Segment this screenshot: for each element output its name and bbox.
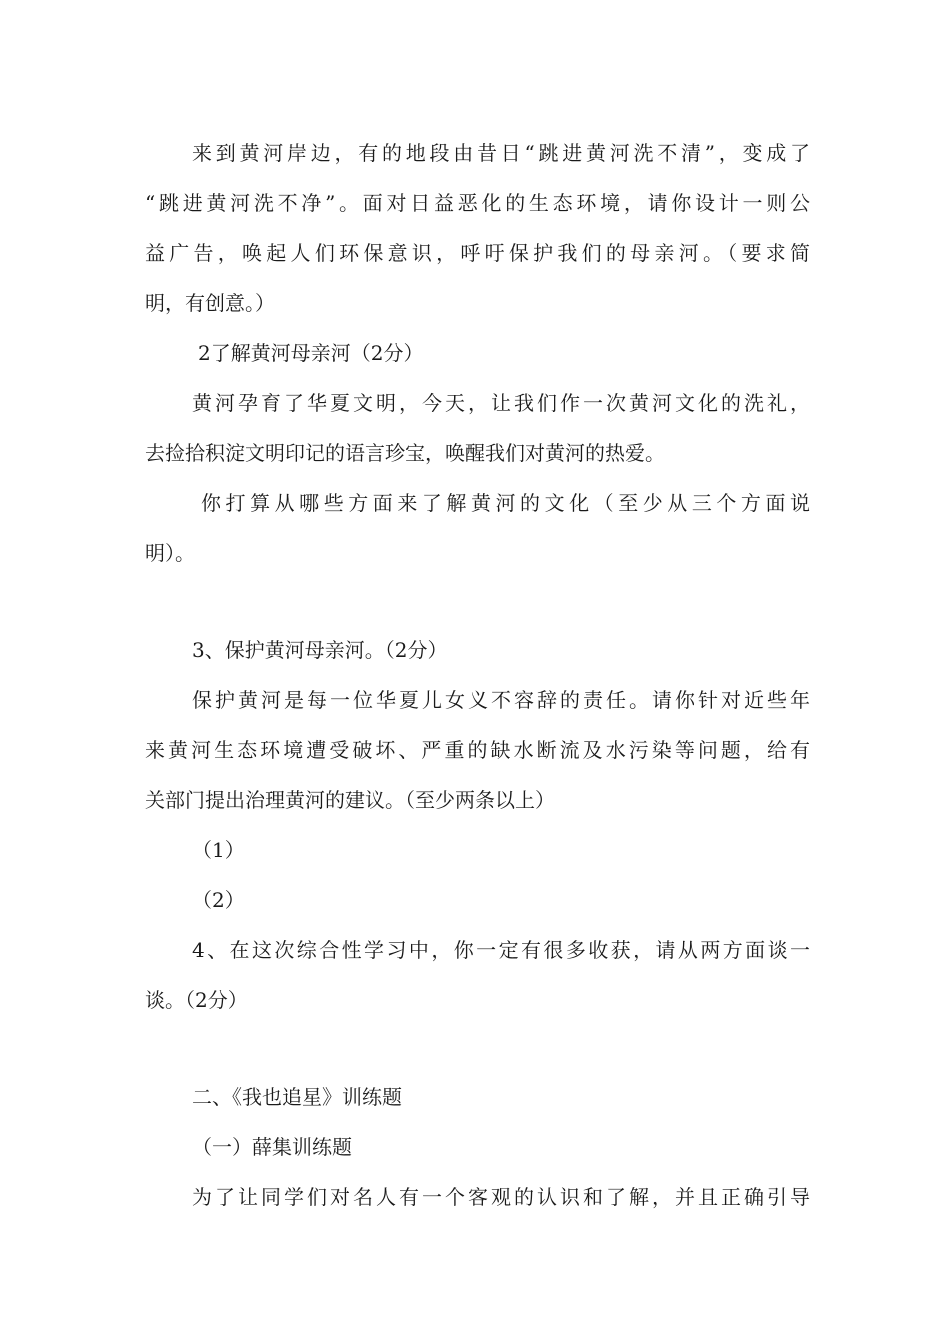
paragraph-line: 明）。 <box>145 541 195 565</box>
paragraph-line: 益广告，唤起人们环保意识，呼吁保护我们的母亲河。（要求简 <box>145 241 810 265</box>
paragraph-line: 谈。（2分） <box>145 988 248 1012</box>
paragraph-line: 你打算从哪些方面来了解黄河的文化（至少从三个方面说 <box>201 491 810 515</box>
paragraph-line: “跳进黄河洗不净”。面对日益恶化的生态环境，请你设计一则公 <box>145 191 810 215</box>
paragraph-line: 来到黄河岸边，有的地段由昔日“跳进黄河洗不清”，变成了 <box>192 141 810 165</box>
paragraph-line: 去捡拾积淀文明印记的语言珍宝，唤醒我们对黄河的热爱。 <box>145 441 665 465</box>
paragraph-line: 明，有创意。） <box>145 291 275 315</box>
section-heading: 2了解黄河母亲河（2分） <box>198 341 424 365</box>
section-heading: 4、在这次综合性学习中，你一定有很多收获，请从两方面谈一 <box>192 938 810 962</box>
paragraph-line: 关部门提出治理黄河的建议。（至少两条以上） <box>145 788 555 812</box>
answer-item: （2） <box>192 888 245 912</box>
subsection-heading: （一）薛集训练题 <box>192 1135 352 1159</box>
paragraph-line: 保护黄河是每一位华夏儿女义不容辞的责任。请你针对近些年 <box>192 688 810 712</box>
paragraph-line: 为了让同学们对名人有一个客观的认识和了解，并且正确引导 <box>192 1185 810 1209</box>
paragraph-line: 来黄河生态环境遭受破坏、严重的缺水断流及水污染等问题，给有 <box>145 738 810 762</box>
answer-item: （1） <box>192 838 245 862</box>
paragraph-line: 黄河孕育了华夏文明，今天，让我们作一次黄河文化的洗礼， <box>192 391 810 415</box>
section-heading: 3、保护黄河母亲河。（2分） <box>192 638 448 662</box>
section-heading: 二、《我也追星》训练题 <box>192 1085 402 1109</box>
